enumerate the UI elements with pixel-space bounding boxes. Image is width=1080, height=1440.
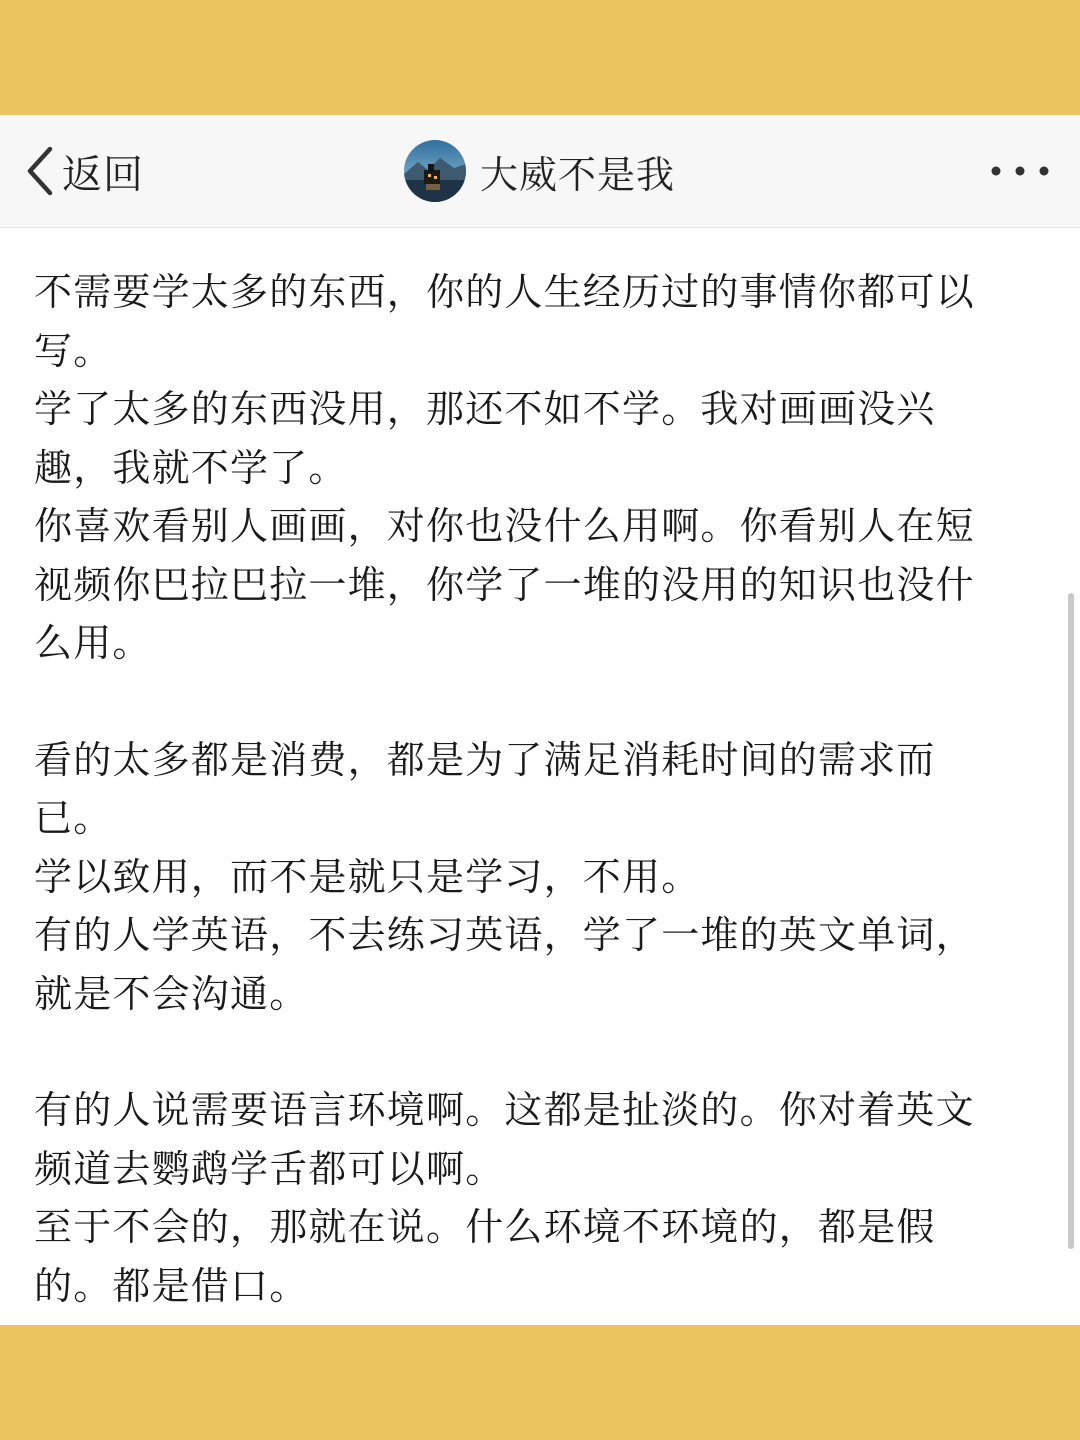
bottom-decorative-band [0,1325,1080,1440]
text-line: 你喜欢看别人画画，对你也没什么用啊。你看别人在短 [34,504,975,548]
text-line: 看的太多都是消费，都是为了满足消耗时间的需求而 [34,737,936,782]
text-line: 学了太多的东西没用，那还不如不学。我对画画没兴 [34,387,936,431]
text-line: 就是不会沟通。 [34,971,309,1016]
post-screen [0,115,1080,1325]
more-horizontal-icon [982,155,1058,187]
text-line: 学以致用，而不是就只是学习，不用。 [34,854,701,899]
paragraph [34,263,1034,673]
nav-bar [0,115,1080,228]
text-line: 写。 [34,328,113,373]
text-line: 有的人学英语，不去练习英语，学了一堆的英文单词， [34,913,975,957]
author-name: 大威不是我 [480,152,676,197]
paragraph [34,1081,1034,1315]
text-line: 有的人说需要语言环境啊。这都是扯淡的。你对着英文 [34,1088,975,1132]
text-line: 不需要学太多的东西，你的人生经历过的事情你都可以 [34,270,975,314]
text-line: 至于不会的，那就在说。什么环境不环境的，都是假 [34,1205,936,1249]
scrollbar[interactable] [1068,593,1074,1249]
back-button[interactable] [22,141,144,201]
post-content [34,263,1034,1325]
chevron-left-icon [22,143,56,199]
text-line: 已。 [34,796,113,840]
back-label: 返回 [62,151,144,198]
avatar[interactable] [404,140,466,202]
text-line: 的。都是借口。 [34,1263,309,1308]
text-line: 么用。 [34,621,152,665]
text-line: 趣，我就不学了。 [34,445,348,490]
author-profile[interactable] [404,140,675,202]
top-decorative-band [0,0,1080,115]
paragraph [34,731,1034,1024]
text-line: 视频你巴拉巴拉一堆，你学了一堆的没用的知识也没什 [34,562,975,607]
more-options-button[interactable] [982,155,1058,187]
text-line: 频道去鹦鹉学舌都可以啊。 [34,1146,505,1191]
